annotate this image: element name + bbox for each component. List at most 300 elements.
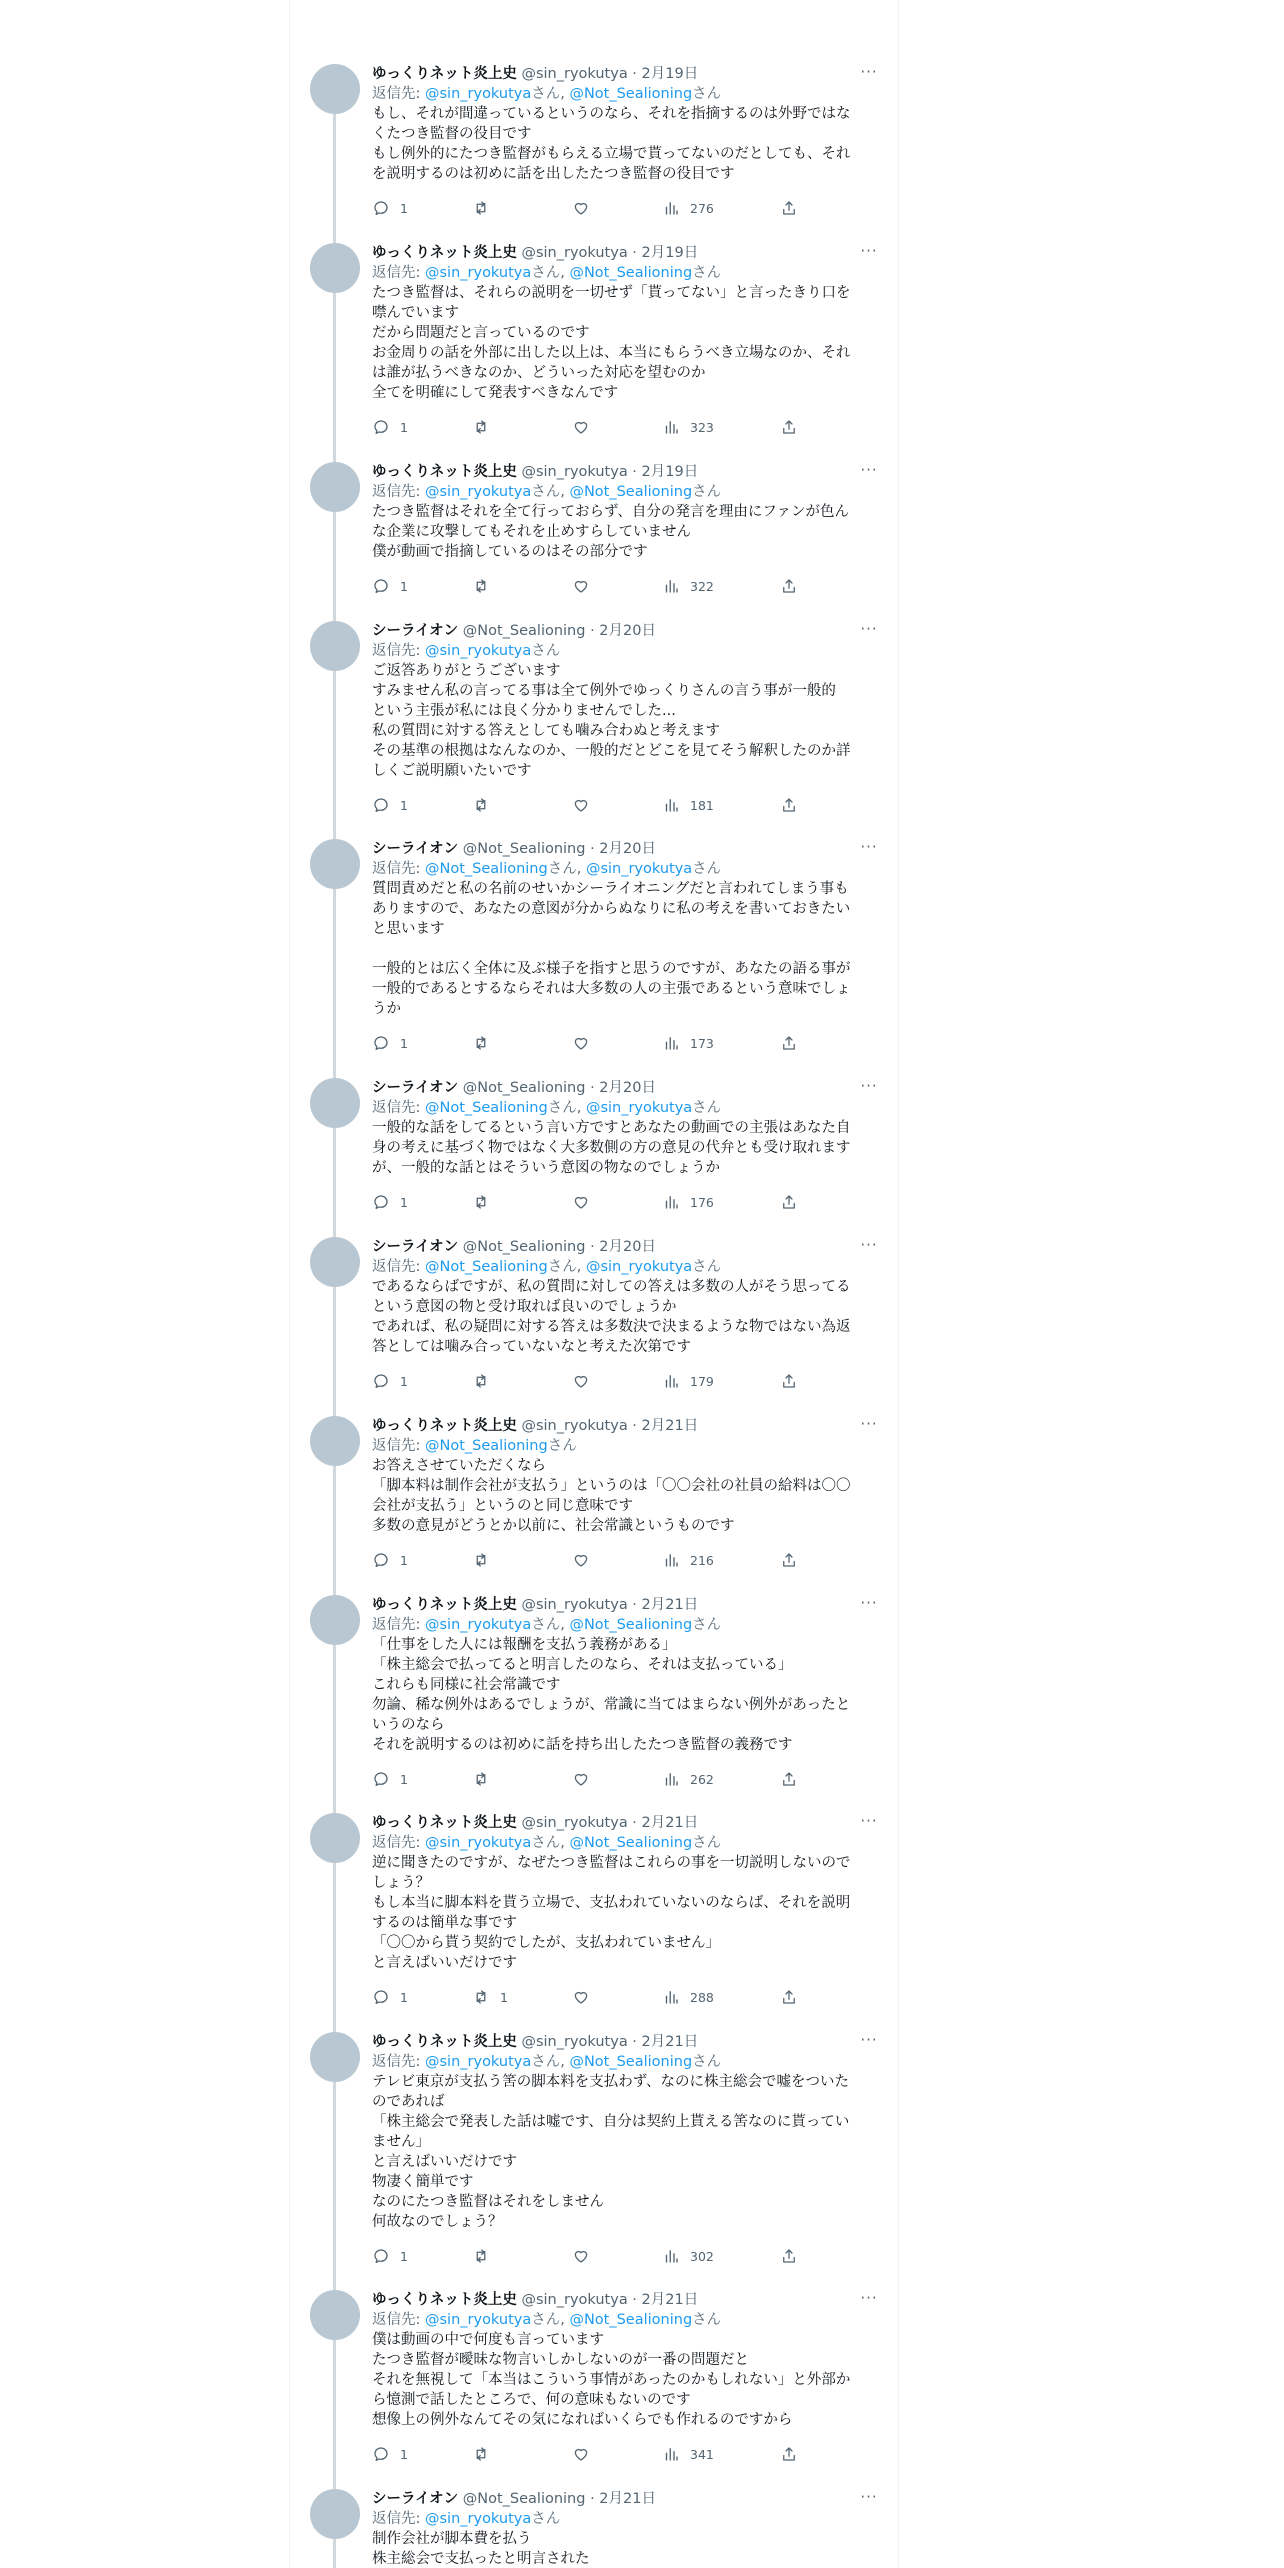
tweet-body: [372, 462, 880, 596]
mention-link[interactable]: @sin_ryokutya: [585, 861, 693, 877]
mention-link[interactable]: @Not_Sealioning: [425, 861, 548, 877]
tweet-text: [372, 1277, 880, 1357]
mention-suffix: さん: [531, 265, 561, 281]
reply-to-line: [372, 1833, 880, 1853]
tweet-body: [372, 1237, 880, 1391]
display-name[interactable]: ゆっくりネット炎上史: [372, 2292, 517, 2308]
retweet-button[interactable]: [472, 576, 500, 596]
reply-to-line: [372, 2509, 880, 2529]
avatar[interactable]: [310, 839, 360, 889]
tweet-text: [372, 2072, 880, 2232]
user-handle[interactable]: @sin_ryokutya: [521, 2034, 628, 2050]
tweet-date[interactable]: 2月19日: [641, 464, 699, 480]
reply-to-line: [372, 84, 880, 104]
like-button[interactable]: [572, 198, 600, 218]
share-icon: [780, 1034, 798, 1052]
user-handle[interactable]: @sin_ryokutya: [521, 66, 628, 82]
tweet-body: [372, 2290, 880, 2464]
tweet-date[interactable]: 2月20日: [599, 841, 656, 857]
retweet-button[interactable]: [472, 795, 500, 815]
more-options-icon[interactable]: ···: [860, 242, 878, 260]
separator-dot: ·: [627, 2292, 642, 2308]
heart-icon: [572, 2445, 590, 2463]
reply-count: 1: [400, 419, 408, 435]
reply-icon: [372, 577, 390, 595]
tweet-text-line: 身の考えに基づく物ではなく大多数側の方の意見の代弁とも受け取れます: [372, 1140, 851, 1156]
tweet-date[interactable]: 2月21日: [599, 2491, 656, 2507]
user-handle[interactable]: @Not_Sealioning: [462, 841, 586, 857]
mention-suffix: さん: [531, 2054, 561, 2070]
retweet-icon: [472, 1372, 490, 1390]
reply-to-line: [372, 1615, 880, 1635]
avatar[interactable]: [310, 1078, 360, 1128]
user-handle[interactable]: @sin_ryokutya: [521, 1597, 628, 1613]
tweet-text-line: たつき監督が曖昧な物言いしかしないのが一番の問題だと: [372, 2352, 749, 2368]
more-options-icon[interactable]: ···: [860, 1812, 878, 1830]
like-button[interactable]: [572, 1769, 600, 1789]
retweet-button[interactable]: [472, 2246, 500, 2266]
heart-icon: [572, 1770, 590, 1788]
more-options-icon[interactable]: ···: [860, 1077, 878, 1095]
action-bar: [372, 198, 880, 218]
tweet-text: [372, 2330, 880, 2430]
views-chart-icon: [662, 796, 680, 814]
views-button[interactable]: [662, 198, 714, 218]
reply-to-label: 返信先:: [372, 265, 425, 281]
tweet-text-line: するのは簡単な事です: [372, 1915, 517, 1931]
views-button[interactable]: [662, 1033, 714, 1053]
reply-to-label: 返信先:: [372, 1617, 425, 1633]
views-button[interactable]: [662, 2444, 714, 2464]
reply-to-label: 返信先:: [372, 2511, 425, 2527]
retweet-button[interactable]: [472, 1550, 500, 1570]
mention-link[interactable]: @Not_Sealioning: [569, 484, 693, 500]
user-handle[interactable]: @Not_Sealioning: [462, 1080, 586, 1096]
reply-icon: [372, 796, 390, 814]
tweet-header: [372, 1078, 880, 1098]
share-button[interactable]: [780, 1033, 798, 1053]
user-handle[interactable]: @sin_ryokutya: [521, 2292, 628, 2308]
thread-connector-line: [333, 114, 336, 243]
avatar[interactable]: [310, 462, 360, 512]
tweet-text-line: 一般的であるとするならそれは大多数の人の主張であるという意味でしょ: [372, 981, 851, 997]
tweet-text-line: という主張が私には良く分かりませんでした...: [372, 703, 676, 719]
tweet-text-line: お金周りの話を外部に出した以上は、本当にもらうべき立場なのか、それ: [372, 345, 851, 361]
tweet-text-line: それを無視して「本当はこういう事情があったのかもしれない」と外部か: [372, 2372, 851, 2388]
reply-button[interactable]: [372, 795, 408, 815]
mention-link[interactable]: @Not_Sealioning: [569, 265, 693, 281]
tweet-text-line: 物凄く簡単です: [372, 2174, 474, 2190]
display-name[interactable]: シーライオン: [372, 1080, 459, 1096]
views-button[interactable]: [662, 1550, 714, 1570]
tweet-text-line: ら憶測で話したところで、何の意味もないのです: [372, 2392, 691, 2408]
tweet-text-line: もし例外的にたつき監督がもらえる立場で貰ってないのだとしても、それ: [372, 146, 851, 162]
mention-link[interactable]: @sin_ryokutya: [425, 1617, 532, 1633]
mention-link[interactable]: @sin_ryokutya: [425, 1835, 532, 1851]
mention-suffix: さん: [692, 1617, 722, 1633]
mention-suffix: さん: [531, 643, 561, 659]
display-name[interactable]: ゆっくりネット炎上史: [372, 2034, 517, 2050]
share-button[interactable]: [780, 1550, 798, 1570]
share-icon: [780, 199, 798, 217]
like-button[interactable]: [572, 2246, 600, 2266]
views-button[interactable]: [662, 795, 714, 815]
mention-link[interactable]: @sin_ryokutya: [425, 2312, 532, 2328]
thread-connector-line: [333, 1863, 336, 2032]
mention-suffix: さん: [531, 86, 561, 102]
heart-icon: [572, 418, 590, 436]
mention-suffix: さん: [692, 484, 722, 500]
views-button[interactable]: [662, 1371, 714, 1391]
tweet-text-line: は誰が払うべきなのか、どういった対応を望むのか: [372, 365, 706, 381]
tweet-text-line: しくご説明願いたいです: [372, 763, 532, 779]
tweet-text-line: 「株主総会で発表した話は嘘です、自分は契約上貰える筈なのに貰ってい: [372, 2114, 850, 2130]
more-options-icon[interactable]: ···: [860, 1415, 878, 1433]
like-button[interactable]: [572, 1987, 600, 2007]
tweet-body: [372, 1078, 880, 1212]
views-button[interactable]: [662, 576, 714, 596]
avatar[interactable]: [310, 1416, 360, 1466]
reply-count: 1: [400, 1194, 408, 1210]
mention-link[interactable]: @Not_Sealioning: [569, 86, 693, 102]
tweet-date[interactable]: 2月21日: [641, 2292, 699, 2308]
reply-button[interactable]: [372, 1769, 408, 1789]
mention-link[interactable]: @Not_Sealioning: [569, 1617, 693, 1633]
tweet-body: [372, 2032, 880, 2266]
tweet-date[interactable]: 2月20日: [599, 1080, 656, 1096]
display-name[interactable]: ゆっくりネット炎上史: [372, 1815, 517, 1831]
user-handle[interactable]: @sin_ryokutya: [521, 1815, 628, 1831]
tweet-text-line: を説明するのは初めに話を出したたつき監督の役目です: [372, 166, 735, 182]
retweet-button[interactable]: [472, 1371, 500, 1391]
tweet-text-line: ありますので、あなたの意図が分からぬなりに私の考えを書いておきたい: [372, 901, 851, 917]
tweet-text: [372, 2529, 880, 2568]
mention-suffix: さん: [692, 265, 722, 281]
tweet-text-line: お答えさせていただくなら: [372, 1458, 546, 1474]
tweet-text-line: と言えばいいだけです: [372, 1955, 517, 1971]
share-button[interactable]: [780, 1192, 798, 1212]
share-button[interactable]: [780, 1769, 798, 1789]
tweet-text-line: いうのなら: [372, 1717, 445, 1733]
retweet-button[interactable]: [472, 198, 500, 218]
tweet-text-line: たつき監督はそれを全て行っておらず、自分の発言を理由にファンが色ん: [372, 504, 850, 520]
separator-dot: ·: [627, 245, 642, 261]
display-name[interactable]: シーライオン: [372, 2491, 459, 2507]
thread-connector-line: [333, 1466, 336, 1595]
reply-to-line: [372, 1098, 880, 1118]
share-button[interactable]: [780, 2246, 798, 2266]
separator-dot: ·: [627, 464, 642, 480]
views-chart-icon: [662, 1988, 680, 2006]
mention-suffix: さん: [531, 1617, 561, 1633]
avatar[interactable]: [310, 243, 360, 293]
tweet-date[interactable]: 2月21日: [641, 1418, 699, 1434]
user-handle[interactable]: @sin_ryokutya: [521, 1418, 628, 1434]
share-icon: [780, 2247, 798, 2265]
share-button[interactable]: [780, 2444, 798, 2464]
mention-link[interactable]: @Not_Sealioning: [425, 1259, 548, 1275]
like-button[interactable]: [572, 1033, 600, 1053]
retweet-button[interactable]: [472, 1033, 500, 1053]
tweet-text-line: と思います: [372, 921, 445, 937]
tweet-text-line: 答としては噛み合っていないなと考えた次第です: [372, 1339, 691, 1355]
view-count: 262: [690, 1771, 714, 1787]
share-button[interactable]: [780, 1371, 798, 1391]
avatar[interactable]: [310, 1595, 360, 1645]
avatar[interactable]: [310, 2290, 360, 2340]
heart-icon: [572, 199, 590, 217]
separator-dot: ·: [627, 1597, 642, 1613]
tweet-date[interactable]: 2月20日: [599, 1239, 656, 1255]
mention-separator: ,: [560, 484, 570, 500]
mention-link[interactable]: @Not_Sealioning: [569, 1835, 693, 1851]
action-bar: [372, 1033, 880, 1053]
retweet-button[interactable]: [472, 1192, 500, 1212]
mention-suffix: さん: [692, 861, 722, 877]
thread-connector-line: [333, 2082, 336, 2290]
mention-suffix: さん: [692, 1100, 722, 1116]
thread-connector-line: [333, 671, 336, 839]
separator-dot: ·: [627, 1418, 642, 1434]
tweet-text-line: なのにたつき監督はそれをしません: [372, 2194, 604, 2210]
like-button[interactable]: [572, 576, 600, 596]
views-button[interactable]: [662, 1987, 714, 2007]
tweet-text-line: 一般的な話をしてるという言い方ですとあなたの動画での主張はあなた自: [372, 1120, 851, 1136]
avatar[interactable]: [310, 1237, 360, 1287]
reply-icon: [372, 1770, 390, 1788]
separator-dot: ·: [585, 1080, 600, 1096]
heart-icon: [572, 1193, 590, 1211]
display-name[interactable]: シーライオン: [372, 623, 459, 639]
tweet-date[interactable]: 2月19日: [641, 66, 699, 82]
reply-to-label: 返信先:: [372, 2312, 425, 2328]
reply-to-line: [372, 482, 880, 502]
tweet-date[interactable]: 2月19日: [641, 245, 699, 261]
mention-link[interactable]: @sin_ryokutya: [425, 484, 532, 500]
share-button[interactable]: [780, 576, 798, 596]
mention-link[interactable]: @Not_Sealioning: [569, 2054, 693, 2070]
mention-suffix: さん: [531, 1835, 561, 1851]
reply-to-label: 返信先:: [372, 1100, 425, 1116]
reply-button[interactable]: [372, 576, 408, 596]
reply-to-line: [372, 263, 880, 283]
action-bar: [372, 1371, 880, 1391]
retweet-icon: [472, 1551, 490, 1569]
mention-link[interactable]: @sin_ryokutya: [425, 2054, 532, 2070]
reply-to-line: [372, 859, 880, 879]
user-handle[interactable]: @sin_ryokutya: [521, 245, 628, 261]
reply-to-label: 返信先:: [372, 484, 425, 500]
retweet-icon: [472, 1770, 490, 1788]
action-bar: [372, 1192, 880, 1212]
tweet-header: [372, 2290, 880, 2310]
more-options-icon[interactable]: ···: [860, 1594, 878, 1612]
heart-icon: [572, 1551, 590, 1569]
share-icon: [780, 1770, 798, 1788]
reply-count: 1: [400, 797, 408, 813]
more-options-icon[interactable]: ···: [860, 838, 878, 856]
display-name[interactable]: シーライオン: [372, 841, 459, 857]
tweet-text-line: その基準の根拠はなんなのか、一般的だとどこを見てそう解釈したのか詳: [372, 743, 851, 759]
share-button[interactable]: [780, 795, 798, 815]
tweet-header: [372, 1237, 880, 1257]
reply-button[interactable]: [372, 417, 408, 437]
mention-link[interactable]: @Not_Sealioning: [569, 2312, 693, 2328]
retweet-button[interactable]: [472, 417, 500, 437]
user-handle[interactable]: @Not_Sealioning: [462, 623, 586, 639]
reply-icon: [372, 418, 390, 436]
tweet-text: [372, 879, 880, 1019]
mention-link[interactable]: @sin_ryokutya: [425, 643, 532, 659]
reply-button[interactable]: [372, 1033, 408, 1053]
avatar[interactable]: [310, 621, 360, 671]
retweet-button[interactable]: [472, 1987, 508, 2007]
mention-suffix: さん: [692, 1835, 722, 1851]
tweet-text-line: 逆に聞きたのですが、なぜたつき監督はこれらの事を一切説明しないので: [372, 1855, 851, 1871]
more-options-icon[interactable]: ···: [860, 2488, 878, 2506]
retweet-icon: [472, 418, 490, 436]
views-chart-icon: [662, 418, 680, 436]
retweet-button[interactable]: [472, 2444, 500, 2464]
display-name[interactable]: ゆっくりネット炎上史: [372, 1597, 517, 1613]
view-count: 173: [690, 1035, 714, 1051]
reply-button[interactable]: [372, 2444, 408, 2464]
reply-button[interactable]: [372, 1371, 408, 1391]
view-count: 341: [690, 2446, 714, 2462]
display-name[interactable]: ゆっくりネット炎上史: [372, 66, 517, 82]
view-count: 181: [690, 797, 714, 813]
tweet-text-line: しょう？: [372, 1875, 430, 1891]
view-count: 322: [690, 578, 714, 594]
retweet-button[interactable]: [472, 1769, 500, 1789]
tweet-date[interactable]: 2月21日: [641, 1597, 699, 1613]
tweet-date[interactable]: 2月21日: [641, 2034, 699, 2050]
separator-dot: ·: [585, 841, 600, 857]
action-bar: [372, 2246, 880, 2266]
display-name[interactable]: ゆっくりネット炎上史: [372, 464, 517, 480]
share-button[interactable]: [780, 417, 798, 437]
avatar[interactable]: [310, 64, 360, 114]
share-icon: [780, 1551, 798, 1569]
tweet-text: [372, 1635, 880, 1755]
tweet-text: [372, 1118, 880, 1178]
user-handle[interactable]: @sin_ryokutya: [521, 464, 628, 480]
more-options-icon[interactable]: ···: [860, 620, 878, 638]
mention-separator: ,: [560, 1835, 570, 1851]
tweet-text-line: だから問題だと言っているのです: [372, 325, 590, 341]
tweet-header: [372, 621, 880, 641]
user-handle[interactable]: @Not_Sealioning: [462, 2491, 586, 2507]
reply-icon: [372, 2247, 390, 2265]
avatar[interactable]: [310, 2032, 360, 2082]
tweet-text-line: 「〇〇から貰う契約でしたが、支払われていません」: [372, 1935, 720, 1951]
reply-count: 1: [400, 2446, 408, 2462]
reply-count: 1: [400, 200, 408, 216]
tweet-date[interactable]: 2月20日: [599, 623, 656, 639]
like-button[interactable]: [572, 1192, 600, 1212]
share-button[interactable]: [780, 1987, 798, 2007]
tweet-text-line: のであれば: [372, 2094, 445, 2110]
heart-icon: [572, 1372, 590, 1390]
view-count: 288: [690, 1989, 714, 2005]
like-button[interactable]: [572, 2444, 600, 2464]
mention-link[interactable]: @sin_ryokutya: [425, 86, 532, 102]
like-button[interactable]: [572, 1550, 600, 1570]
views-button[interactable]: [662, 1769, 714, 1789]
user-handle[interactable]: @Not_Sealioning: [462, 1239, 586, 1255]
tweet-header: [372, 2032, 880, 2052]
mention-link[interactable]: @sin_ryokutya: [425, 2511, 532, 2527]
like-button[interactable]: [572, 417, 600, 437]
reply-icon: [372, 1551, 390, 1569]
retweet-icon: [472, 1034, 490, 1052]
views-button[interactable]: [662, 417, 714, 437]
tweet-text-line: であるならばですが、私の質問に対しての答えは多数の人がそう思ってる: [372, 1279, 851, 1295]
reply-button[interactable]: [372, 1550, 408, 1570]
avatar[interactable]: [310, 1813, 360, 1863]
mention-link[interactable]: @sin_ryokutya: [585, 1259, 693, 1275]
mention-link[interactable]: @Not_Sealioning: [425, 1438, 548, 1454]
view-count: 323: [690, 419, 714, 435]
tweet-text: [372, 502, 880, 562]
display-name[interactable]: ゆっくりネット炎上史: [372, 1418, 517, 1434]
reply-to-label: 返信先:: [372, 1259, 425, 1275]
mention-link[interactable]: @sin_ryokutya: [585, 1100, 693, 1116]
mention-link[interactable]: @Not_Sealioning: [425, 1100, 548, 1116]
tweet-text-line: それを説明するのは初めに話を持ち出したたつき監督の義務です: [372, 1737, 793, 1753]
heart-icon: [572, 1988, 590, 2006]
more-options-icon[interactable]: ···: [860, 2289, 878, 2307]
more-options-icon[interactable]: ···: [860, 1236, 878, 1254]
separator-dot: ·: [585, 2491, 600, 2507]
action-bar: [372, 2444, 880, 2464]
views-button[interactable]: [662, 2246, 714, 2266]
more-options-icon[interactable]: ···: [860, 63, 878, 81]
views-button[interactable]: [662, 1192, 714, 1212]
reply-button[interactable]: [372, 1987, 408, 2007]
share-icon: [780, 2445, 798, 2463]
display-name[interactable]: シーライオン: [372, 1239, 459, 1255]
share-icon: [780, 1372, 798, 1390]
more-options-icon[interactable]: ···: [860, 461, 878, 479]
tweet-text-line: もし、それが間違っているというのなら、それを指摘するのは外野ではな: [372, 106, 851, 122]
reply-button[interactable]: [372, 198, 408, 218]
like-button[interactable]: [572, 795, 600, 815]
mention-suffix: さん: [531, 2312, 561, 2328]
tweet-body: [372, 2489, 880, 2568]
reply-to-line: [372, 1436, 880, 1456]
tweet-date[interactable]: 2月21日: [641, 1815, 699, 1831]
share-button[interactable]: [780, 198, 798, 218]
tweet-body: [372, 243, 880, 437]
like-button[interactable]: [572, 1371, 600, 1391]
tweet-text-line: と言えばいいだけです: [372, 2154, 517, 2170]
reply-button[interactable]: [372, 1192, 408, 1212]
views-chart-icon: [662, 1551, 680, 1569]
display-name[interactable]: ゆっくりネット炎上史: [372, 245, 517, 261]
tweet-text: [372, 1456, 880, 1536]
reply-button[interactable]: [372, 2246, 408, 2266]
avatar[interactable]: [310, 2489, 360, 2539]
mention-link[interactable]: @sin_ryokutya: [425, 265, 532, 281]
tweet-text-line: もし本当に脚本料を貰う立場で、支払われていないのならば、それを説明: [372, 1895, 851, 1911]
tweet-header: [372, 243, 880, 263]
retweet-icon: [472, 199, 490, 217]
thread-connector-line: [333, 1287, 336, 1416]
share-icon: [780, 796, 798, 814]
more-options-icon[interactable]: ···: [860, 2031, 878, 2049]
tweet-header: [372, 2489, 880, 2509]
